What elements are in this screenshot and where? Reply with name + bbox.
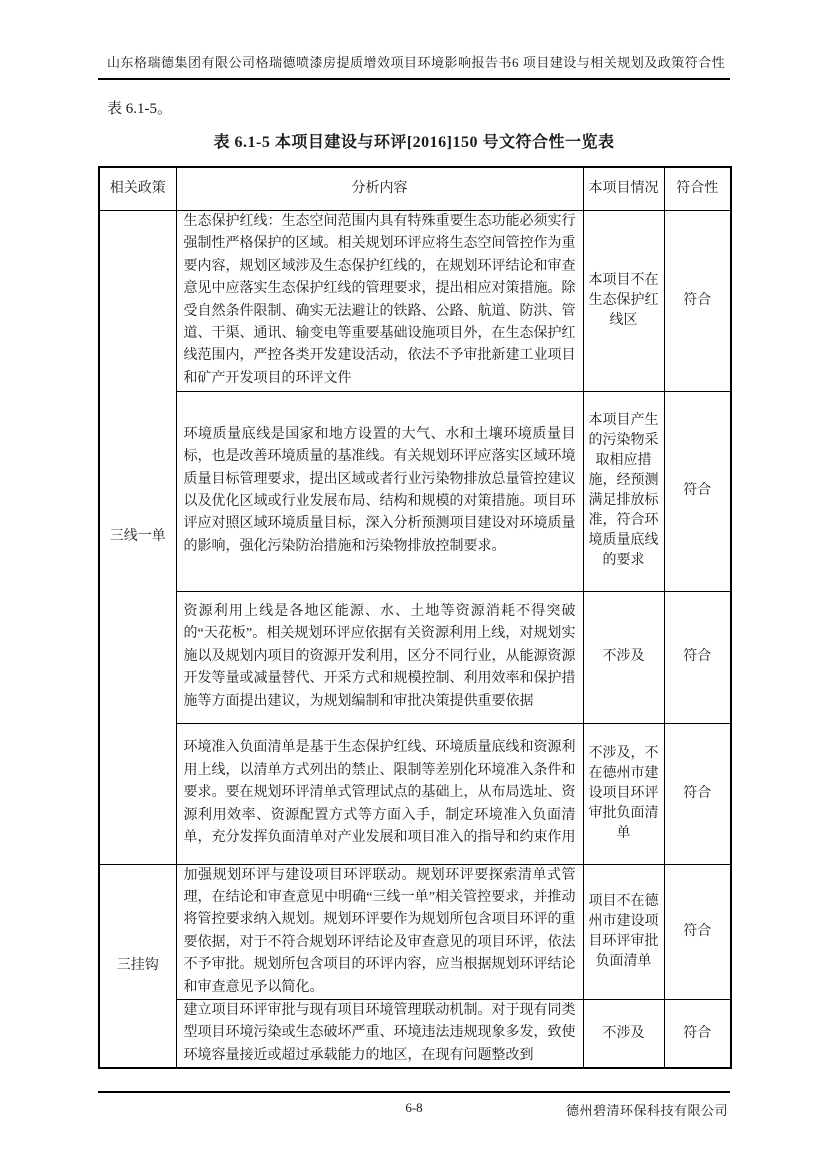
footer-company-name: 德州碧清环保科技有限公司: [565, 1103, 728, 1118]
col-header-policy: 相关政策: [99, 167, 176, 210]
conformity-cell: 符合: [664, 591, 731, 723]
analysis-cell: 环境质量底线是国家和地方设置的大气、水和土壤环境质量目标，也是改善环境质量的基准线。有关规划环评应落实区域环境质量目标管理要求，提出区域或者行业污染物排放总量管控建议以及优化区域或行业发展布局、结构和规模的对策措施。项目环评应对照区域环境质量目标，深入分析预测项目建设对环境质量的影响，强化污染防治措施和污染物排放控制要求。: [176, 391, 583, 591]
situation-cell: 项目不在德州市建设项目环评审批负面清单: [583, 864, 664, 999]
page-footer: [98, 1091, 730, 1117]
analysis-cell: 建立项目环评审批与现有项目环境管理联动机制。对于现有同类型项目环境污染或生态破坏严重、环境违法违规现象多发，致使环境容量接近或超过承载能力的地区，在现有问题整改到: [176, 999, 583, 1068]
situation-cell: 不涉及，不在德州市建设项目环评审批负面清单: [583, 723, 664, 864]
situation-cell: 不涉及: [583, 591, 664, 723]
table-row: [99, 391, 731, 591]
conformity-cell: 符合: [664, 391, 731, 591]
conformity-cell: 符合: [664, 210, 731, 391]
page-header-right: 6 项目建设与相关规划及政策符合性: [512, 55, 726, 70]
table-row: [99, 864, 731, 999]
policy-cell-sanguagou: 三挂钩: [99, 864, 176, 1068]
compliance-table: [98, 166, 732, 1069]
page-number: 6-8: [405, 1100, 423, 1115]
conformity-cell: 符合: [664, 864, 731, 999]
col-header-analysis: 分析内容: [176, 167, 583, 210]
analysis-cell: 资源利用上线是各地区能源、水、土地等资源消耗不得突破的“天花板”。相关规划环评应依据有关资源利用上线，对规划实施以及规划内项目的资源开发利用，区分不同行业，从能源资源开发等量或减量替代、开采方式和规模控制、利用效率和保护措施等方面提出建议，为规划编制和审批决策提供重要依据: [176, 591, 583, 723]
intro-text: 表 6.1-5。: [107, 101, 172, 117]
situation-cell: 不涉及: [583, 999, 664, 1068]
table-row: [99, 723, 731, 864]
table-row: [99, 999, 731, 1068]
col-header-situation: 本项目情况: [583, 167, 664, 210]
table-header-row: [99, 167, 731, 210]
table-row: [99, 591, 731, 723]
analysis-cell: 加强规划环评与建设项目环评联动。规划环评要探索清单式管理，在结论和审查意见中明确“三线一单”相关管控要求，并推动将管控要求纳入规划。规划环评要作为规划所包含项目环评的重要依据，对于不符合规划环评结论及审查意见的项目环评，依法不予审批。规划所包含项目的环评内容，应当根据规划环评结论和审查意见予以简化。: [176, 864, 583, 999]
col-header-conformity: 符合性: [664, 167, 731, 210]
situation-cell: 本项目产生的污染物采取相应措施，经预测满足排放标准，符合环境质量底线的要求: [583, 391, 664, 591]
policy-cell-sanxianyidan: 三线一单: [99, 210, 176, 864]
conformity-cell: 符合: [664, 723, 731, 864]
analysis-cell: 环境准入负面清单是基于生态保护红线、环境质量底线和资源利用上线，以清单方式列出的禁止、限制等差别化环境准入条件和要求。要在规划环评清单式管理试点的基础上，从布局选址、资源利用效率、资源配置方式等方面入手，制定环境准入负面清单，充分发挥负面清单对产业发展和项目准入的指导和约束作用: [176, 723, 583, 864]
conformity-cell: 符合: [664, 999, 731, 1068]
table-row: [99, 210, 731, 391]
analysis-cell: 生态保护红线：生态空间范围内具有特殊重要生态功能必须实行强制性严格保护的区域。相关规划环评应将生态空间管控作为重要内容，规划区域涉及生态保护红线的，在规划环评结论和审查意见中应落实生态保护红线的管理要求，提出相应对策措施。除受自然条件限制、确实无法避让的铁路、公路、航道、防洪、管道、干渠、通讯、输变电等重要基础设施项目外，在生态保护红线范围内，严控各类开发建设活动，依法不予审批新建工业项目和矿产开发项目的环评文件: [176, 210, 583, 391]
table-title: 表 6.1-5 本项目建设与环评[2016]150 号文符合性一览表: [213, 134, 615, 151]
page-header-left: 山东格瑞德集团有限公司格瑞德喷漆房提质增效项目环境影响报告书: [107, 55, 513, 70]
page-header: [98, 52, 730, 80]
situation-cell: 本项目不在生态保护红线区: [583, 210, 664, 391]
